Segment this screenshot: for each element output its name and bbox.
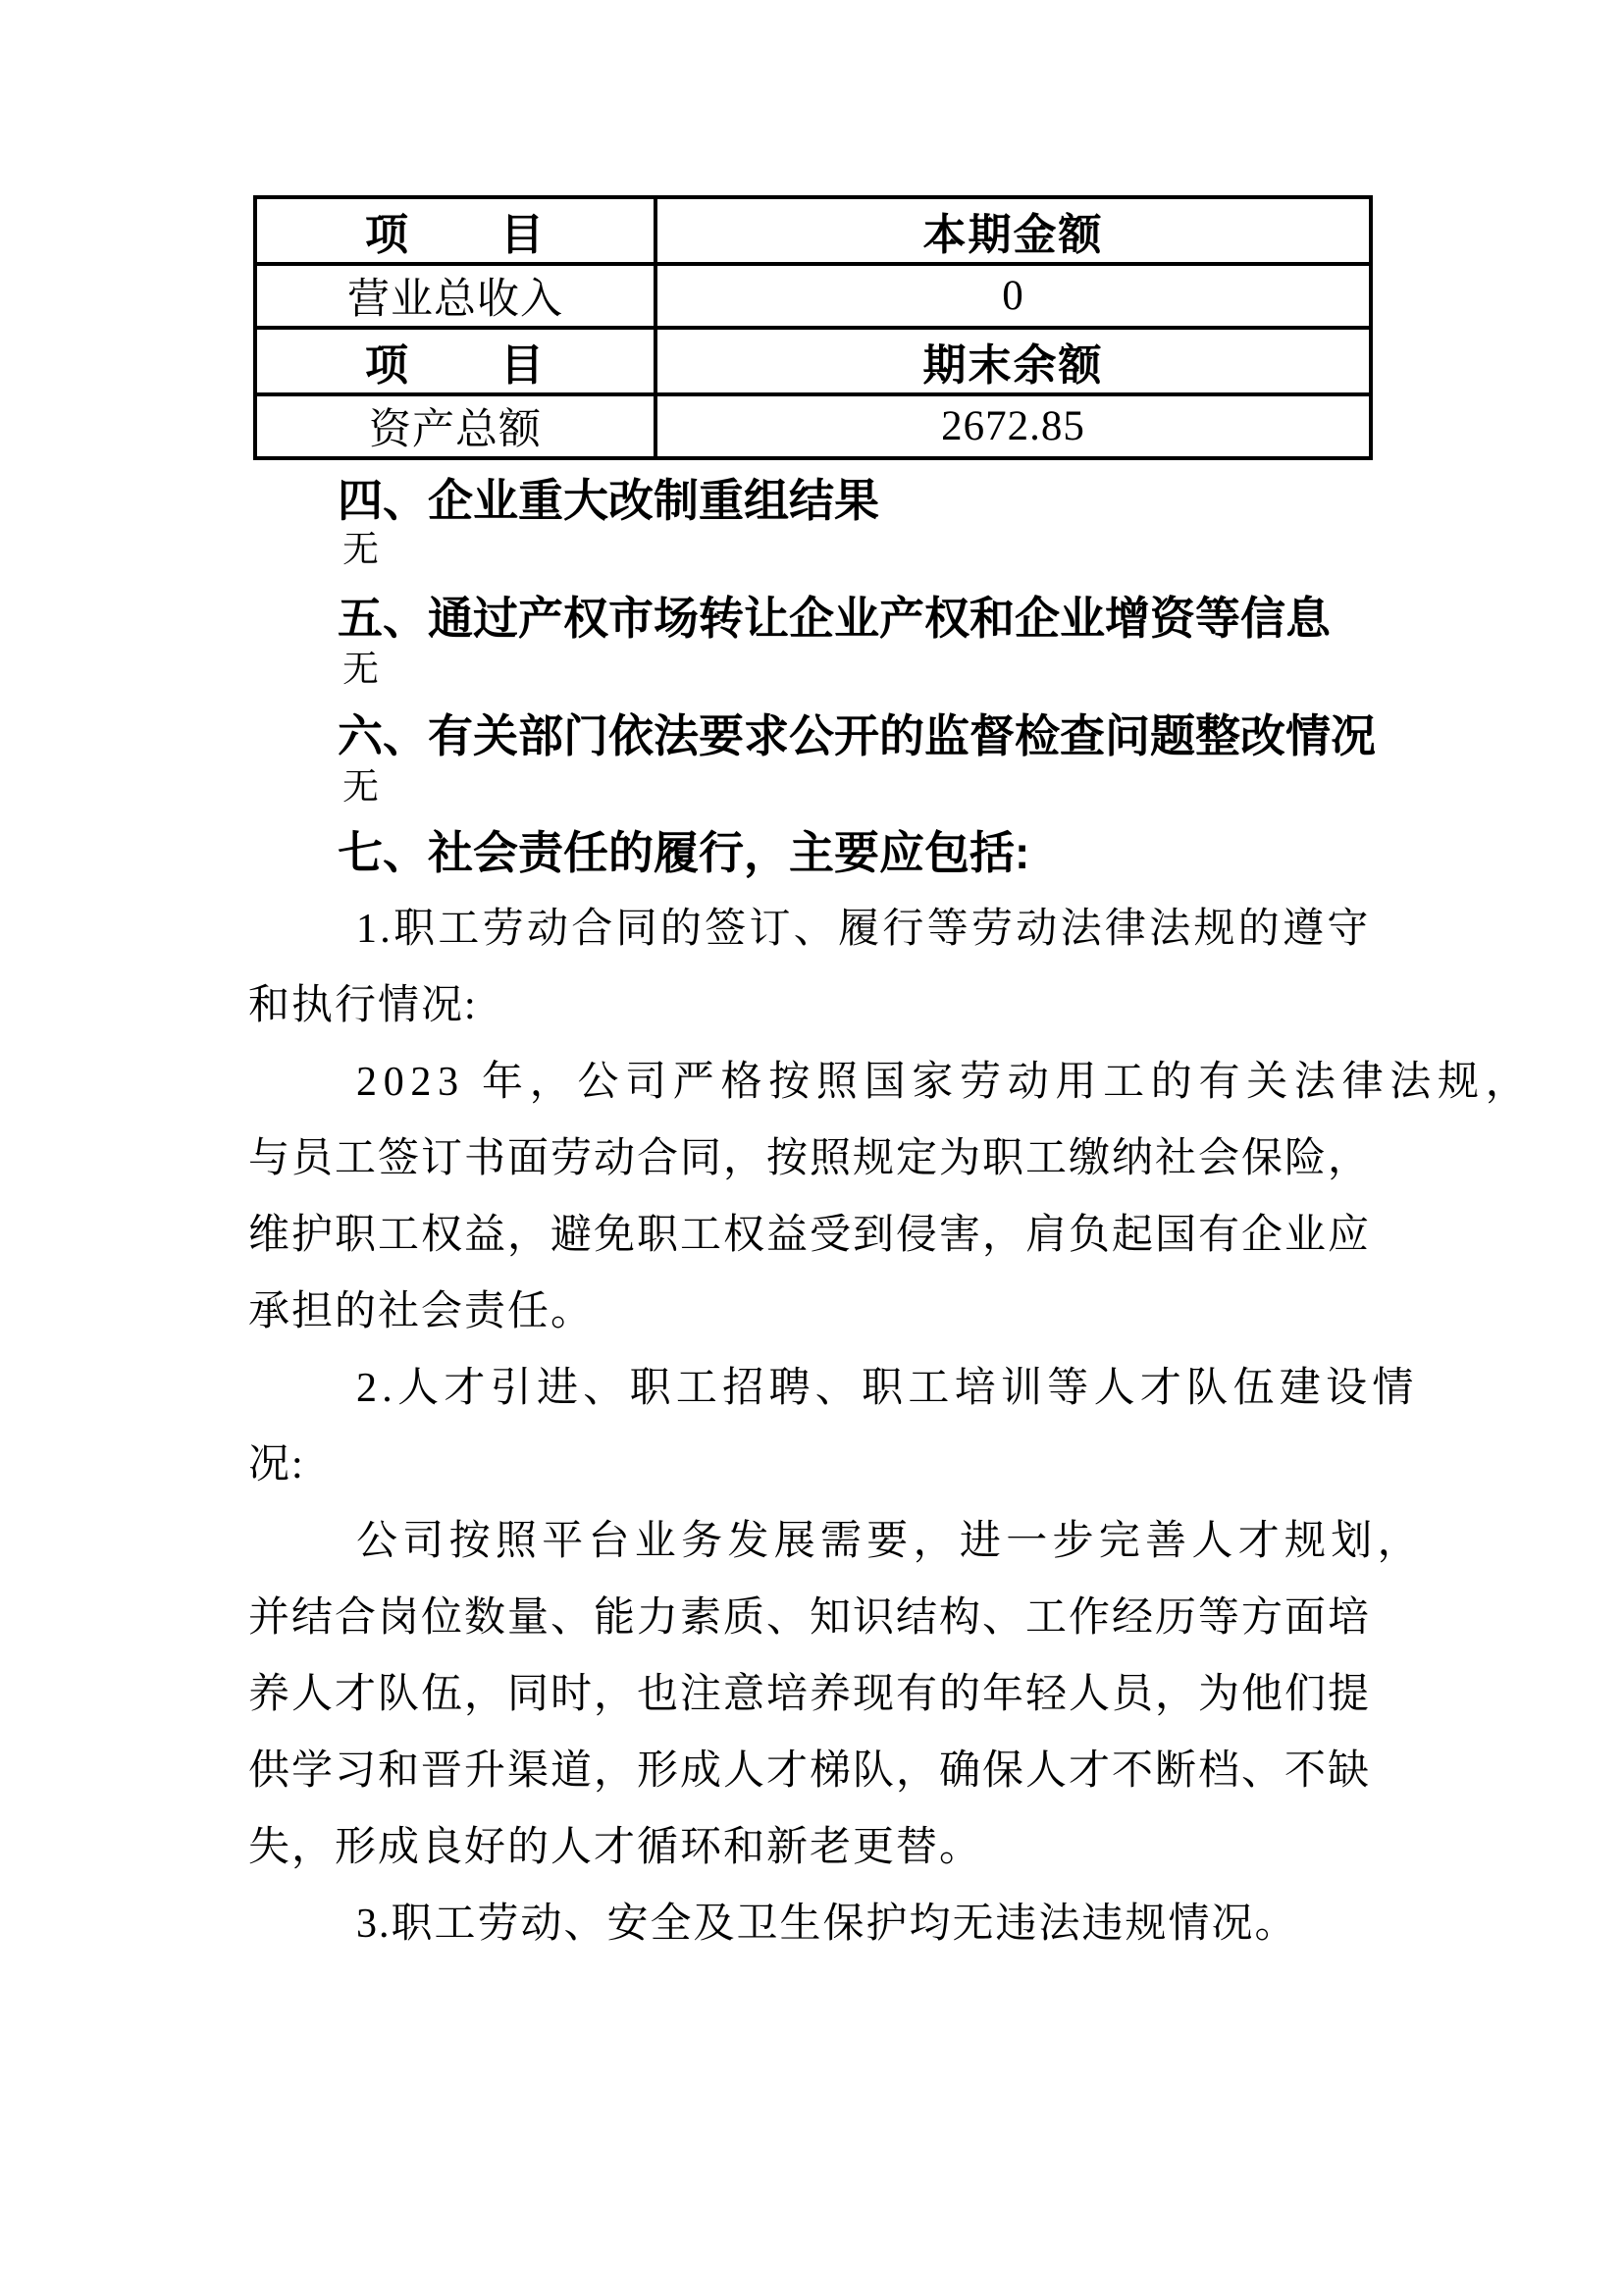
ending-balance-header-cell: 期末余额: [655, 328, 1371, 394]
paragraph-line: 3.职工劳动、安全及卫生保护均无违法违规情况。: [356, 1902, 1298, 1947]
paragraph-line: 公司按照平台业务发展需要，进一步完善人才规划，: [356, 1519, 1424, 1564]
section-heading-4: 四、企业重大改制重组结果: [338, 475, 879, 526]
table-row: [255, 394, 1371, 458]
item-cell: 营业总收入: [255, 264, 655, 328]
paragraph-line: 2023 年，公司严格按照国家劳动用工的有关法律法规，: [356, 1060, 1534, 1105]
financial-summary-table: [253, 195, 1373, 460]
paragraph-line: 和执行情况:: [248, 983, 478, 1028]
value-cell: 0: [655, 264, 1371, 328]
table-row: [255, 328, 1371, 394]
paragraph-line: 维护职工权益，避免职工权益受到侵害，肩负起国有企业应: [248, 1213, 1372, 1258]
item-header-cell: 项 目: [255, 197, 655, 264]
paragraph-line: 并结合岗位数量、能力素质、知识结构、工作经历等方面培: [248, 1595, 1372, 1641]
none-value-text: 无: [342, 767, 379, 808]
item-cell: 资产总额: [255, 394, 655, 458]
table-row: [255, 264, 1371, 328]
item-header-cell: 项 目: [255, 328, 655, 394]
section-heading-7: 七、社会责任的履行，主要应包括:: [338, 827, 1030, 878]
body-text: [248, 891, 1534, 1962]
table-row: [255, 197, 1371, 264]
paragraph-line: 供学习和晋升渠道，形成人才梯队，确保人才不断档、不缺: [248, 1748, 1372, 1794]
current-amount-header-cell: 本期金额: [655, 197, 1371, 264]
value-cell: 2672.85: [655, 394, 1371, 458]
paragraph-line: 2.人才引进、职工招聘、职工培训等人才队伍建设情: [356, 1366, 1419, 1411]
paragraph-line: 况:: [248, 1442, 305, 1487]
paragraph-line: 与员工签订书面劳动合同，按照规定为职工缴纳社会保险，: [248, 1136, 1372, 1181]
paragraph-line: 承担的社会责任。: [248, 1289, 595, 1334]
section-heading-6: 六、有关部门依法要求公开的监督检查问题整改情况: [338, 710, 1376, 761]
paragraph-line: 1.职工劳动合同的签订、履行等劳动法律法规的遵守: [356, 907, 1372, 952]
none-value-text: 无: [342, 530, 379, 570]
none-value-text: 无: [342, 650, 379, 690]
paragraph-line: 养人才队伍，同时，也注意培养现有的年轻人员，为他们提: [248, 1672, 1372, 1717]
section-heading-5: 五、通过产权市场转让企业产权和企业增资等信息: [338, 593, 1331, 644]
paragraph-line: 失，形成良好的人才循环和新老更替。: [248, 1825, 983, 1870]
